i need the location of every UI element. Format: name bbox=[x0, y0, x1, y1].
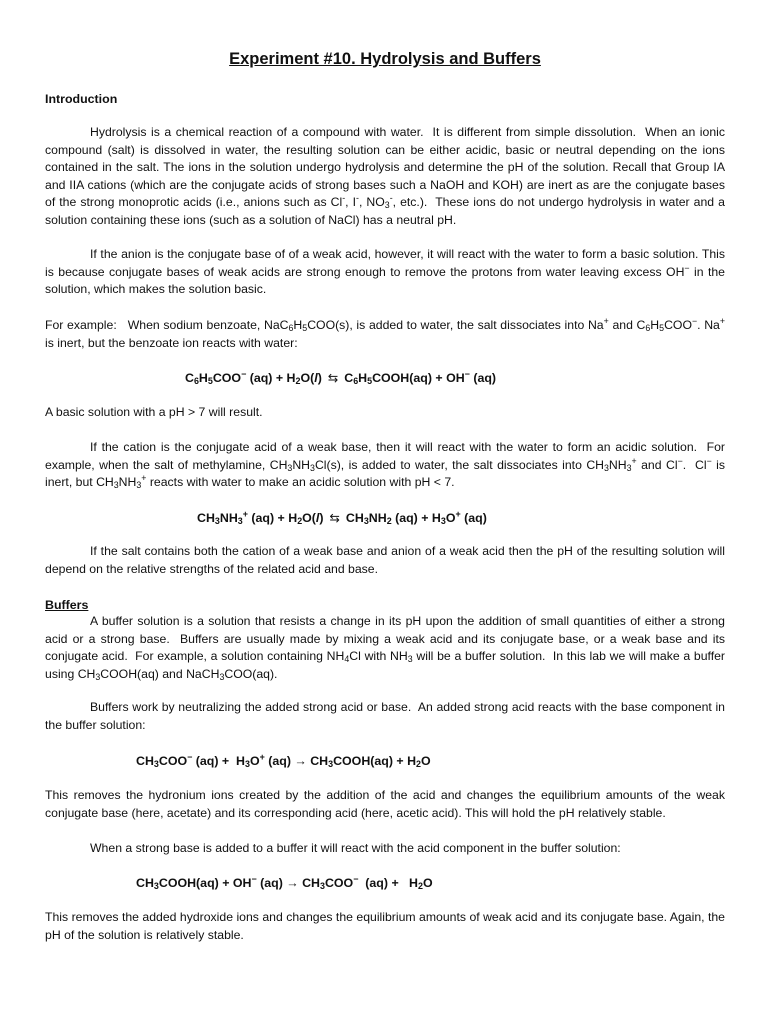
intro-paragraph-5: If the cation is the conjugate acid of a weak base, then it will react with the water to form an acidic solution. For example, when the salt of methylamine, $CH_3NH_3Cl(s)$, is added to water, the salt dissociates into $CH_3NH_3^+$ and Cl−. Cl− is inert, but $CH_3NH_3^+$ reacts with water to make an acidic solution with pH < 7. bbox=[45, 440, 725, 491]
document-title: Experiment #10. Hydrolysis and Buffers bbox=[229, 50, 541, 68]
equation-acid-addition: $CH_3COO^-$ $(aq) + H_3O^+$ $(aq) \to CH_3COOH(aq) + H_2O$ bbox=[136, 752, 431, 770]
intro-paragraph-2: If the anion is the conjugate base of of a weak acid, however, it will react with the water to form a basic solution. This is because conjugate bases of weak acids are strong enough to remove the protons from water leaving excess OH− in the solution, which makes the solution basic. bbox=[45, 247, 725, 297]
intro-paragraph-1: Hydrolysis is a chemical reaction of a compound with water. It is different from simple dissolution. When an ionic compound (salt) is dissolved in water, the resulting solution can be either acidic, basic or neutral depending on the ions contained in the salt. The ions in the solution undergo hydrolysis and determine the pH of the solution. Recall that Group IA and IIA cations (which are the conjugate acids of strong bases such a NaOH and KOH) are inert as are the conjugate bases of the strong monoprotic acids (i.e., anions such as Cl-, I-, $NO_3^-$, etc.). These ions do not undergo hydrolysis in water and a solution containing these ions (such as a solution of NaCl) has a neutral pH. bbox=[45, 125, 725, 227]
intro-paragraph-4: A basic solution with a pH > 7 will result. bbox=[45, 405, 263, 419]
equation-base-addition: $CH_3COOH(aq) + OH^-$ $(aq) \to CH_3COO^-$ $(aq) + H_2O$ bbox=[136, 874, 433, 892]
intro-paragraph-6: If the salt contains both the cation of a weak base and anion of a weak acid then the pH of the resulting solution will depend on the relative strengths of the related acid and base. bbox=[45, 544, 725, 576]
buffers-paragraph-4: When a strong base is added to a buffer it will react with the acid component in the buffer solution: bbox=[90, 841, 621, 855]
buffers-heading: Buffers bbox=[45, 598, 89, 612]
equation-benzoate-hydrolysis: $C_6H_5COO^-$ $(aq) + H_2O(l)$ ⇆ $C_6H_5COOH(aq) + OH^-$ (aq) bbox=[185, 369, 497, 387]
equation-methylammonium-hydrolysis: $CH_3NH_3^+$ $(aq) + H_2O(l)$ ⇆ $CH_3NH_2$ $(aq) + H_3O^+$ (aq) bbox=[197, 509, 487, 527]
buffers-paragraph-5: This removes the added hydroxide ions and changes the equilibrium amounts of weak acid and its conjugate base. Again, the pH of the solution is relatively stable. bbox=[45, 910, 725, 942]
buffers-paragraph-2: Buffers work by neutralizing the added strong acid or base. An added strong acid reacts with the base component in the buffer solution: bbox=[45, 700, 725, 732]
intro-paragraph-3: For example: When sodium benzoate, $NaC_6H_5COO(s)$, is added to water, the salt dissociates into Na+ and $C_6H_5COO^-$. Na+ is inert, but the benzoate ion reacts with water: bbox=[45, 316, 726, 350]
buffers-paragraph-3: This removes the hydronium ions created by the addition of the acid and changes the equilibrium amounts of the weak conjugate base (here, acetate) and its corresponding acid (here, acetic acid). This will hold the pH relatively stable. bbox=[45, 788, 725, 820]
buffers-paragraph-1: A buffer solution is a solution that resists a change in its pH upon the addition of small quantities of either a strong acid or a strong base. Buffers are usually made by mixing a weak acid and its conjugate base, or a weak base and its conjugate acid. For example, a solution containing $NH_4Cl$ with $NH_3$ will be a buffer solution. In this lab we will make a buffer using $CH_3COOH(aq)$ and NaCH$_3$COO(aq). bbox=[45, 614, 726, 682]
introduction-heading: Introduction bbox=[45, 92, 118, 106]
